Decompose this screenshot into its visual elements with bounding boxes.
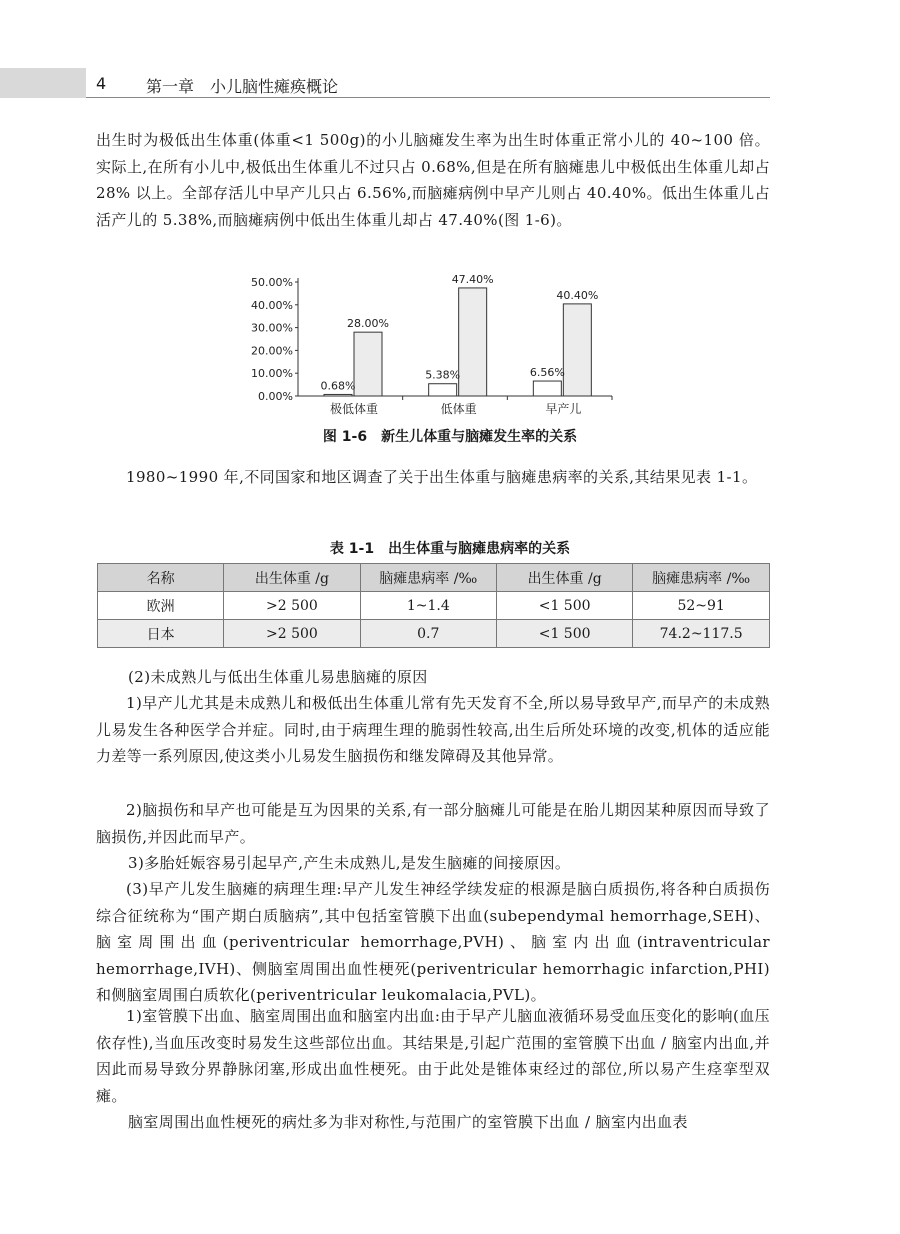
- section-heading-3: (3)早产儿发生脑瘫的病理生理:早产儿发生神经学续发症的根源是脑白质损伤,将各种白质损伤综合征统称为“围产期白质脑病”,其中包括室管膜下出血(subependymal hemorrhage,SEH)、脑室周围出血(periventricular hemorrhage,PVH)、脑室内出血(intraventricular hemorrhage,IVH)、侧脑室周围出血性梗死(periventricular hemorrhagic infarction,PHI)和侧脑室周围白质软化(periventricular leukomalacia,PVL)。: [96, 880, 770, 1004]
- bar: [459, 288, 487, 396]
- y-tick-label: 20.00%: [251, 344, 293, 358]
- table-cell: >2 500: [224, 592, 360, 620]
- data-label: 40.40%: [556, 288, 599, 302]
- y-tick-label: 30.00%: [251, 321, 293, 335]
- table-cell: 52~91: [633, 592, 770, 620]
- paragraph-2-3: 3)多胎妊娠容易引起早产,产生未成熟儿,是发生脑瘫的间接原因。: [128, 854, 571, 872]
- table-row: [98, 620, 770, 648]
- y-tick-label: 0.00%: [258, 390, 293, 403]
- bar: [429, 384, 457, 396]
- paragraph-survey: 1980~1990 年,不同国家和地区调查了关于出生体重与脑瘫患病率的关系,其结果见表 1-1。: [126, 468, 758, 486]
- bar: [533, 381, 561, 396]
- table-cell: <1 500: [496, 592, 632, 620]
- header-band: [0, 68, 86, 98]
- paragraph-2-2: 2)脑损伤和早产也可能是互为因果的关系,有一部分脑瘫儿可能是在胎儿期因某种原因而导致了脑损伤,并因此而早产。: [96, 801, 770, 846]
- table-header-cell: 名称: [98, 564, 224, 592]
- table-header-row: [98, 564, 770, 592]
- figure-caption: 图 1-6 新生儿体重与脑瘫发生率的关系: [322, 429, 578, 445]
- table-header-cell: 脑瘫患病率 /‰: [360, 564, 496, 592]
- table-header-cell: 出生体重 /g: [224, 564, 360, 592]
- category-label: 低体重: [440, 402, 477, 416]
- paragraph-2-1: 1)早产儿尤其是未成熟儿和极低出生体重儿常有先天发育不全,所以易导致早产,而早产的未成熟儿易发生各种医学合并症。同时,由于病理生理的脆弱性较高,出生后所处环境的改变,机体的适应能力差等一系列原因,使这类小儿易发生脑损伤和继发障碍及其他异常。: [96, 694, 770, 765]
- category-label: 早产儿: [545, 402, 582, 416]
- data-table: [97, 563, 770, 648]
- header-rule: [86, 97, 770, 98]
- table-cell: 74.2~117.5: [633, 620, 770, 648]
- table-header-cell: 出生体重 /g: [496, 564, 632, 592]
- page-number: 4: [96, 74, 107, 93]
- bar: [563, 304, 591, 396]
- table-cell: 1~1.4: [360, 592, 496, 620]
- y-tick-label: 40.00%: [251, 298, 293, 312]
- paragraph-3-1: 1)室管膜下出血、脑室周围出血和脑室内出血:由于早产儿脑血液循环易受血压变化的影响(血压依存性),当血压改变时易发生这些部位出血。其结果是,引起广范围的室管膜下出血 / 脑室内出血,并因此而易导致分界静脉闭塞,形成出血性梗死。由于此处是锥体束经过的部位,所以易产生痉挛型双瘫。: [96, 1007, 770, 1105]
- bar-chart: [240, 262, 640, 422]
- table-cell: 0.7: [360, 620, 496, 648]
- table-header-cell: 脑瘫患病率 /‰: [633, 564, 770, 592]
- y-tick-label: 10.00%: [251, 367, 293, 381]
- chapter-title: 第一章 小儿脑性瘫痪概论: [146, 77, 339, 96]
- table-caption: 表 1-1 出生体重与脑瘫患病率的关系: [329, 541, 571, 557]
- table-cell: >2 500: [224, 620, 360, 648]
- paragraph-intro: 出生时为极低出生体重(体重<1 500g)的小儿脑瘫发生率为出生时体重正常小儿的 40~100 倍。实际上,在所有小儿中,极低出生体重儿不过只占 0.68%,但是在所有脑瘫患儿中极低出生体重儿却占 28% 以上。全部存活儿中早产儿只占 6.56%,而脑瘫病例中早产儿则占 40.40%。低出生体重儿占活产儿的 5.38%,而脑瘫病例中低出生体重儿却占 47.40%(图 1-6)。: [96, 131, 770, 229]
- table-cell: 欧洲: [98, 592, 224, 620]
- table-row: [98, 592, 770, 620]
- bar: [324, 394, 352, 396]
- bar: [354, 332, 382, 396]
- data-label: 47.40%: [451, 272, 494, 286]
- data-label: 0.68%: [320, 379, 356, 393]
- data-label: 5.38%: [425, 368, 461, 382]
- category-label: 极低体重: [329, 402, 379, 416]
- data-label: 6.56%: [529, 366, 565, 380]
- paragraph-3-2: 脑室周围出血性梗死的病灶多为非对称性,与范围广的室管膜下出血 / 脑室内出血表: [128, 1113, 688, 1131]
- data-label: 28.00%: [347, 317, 389, 331]
- section-heading-2: (2)未成熟儿与低出生体重儿易患脑瘫的原因: [128, 668, 428, 686]
- y-tick-label: 50.00%: [251, 276, 293, 289]
- table-cell: <1 500: [496, 620, 632, 648]
- table-cell: 日本: [98, 620, 224, 648]
